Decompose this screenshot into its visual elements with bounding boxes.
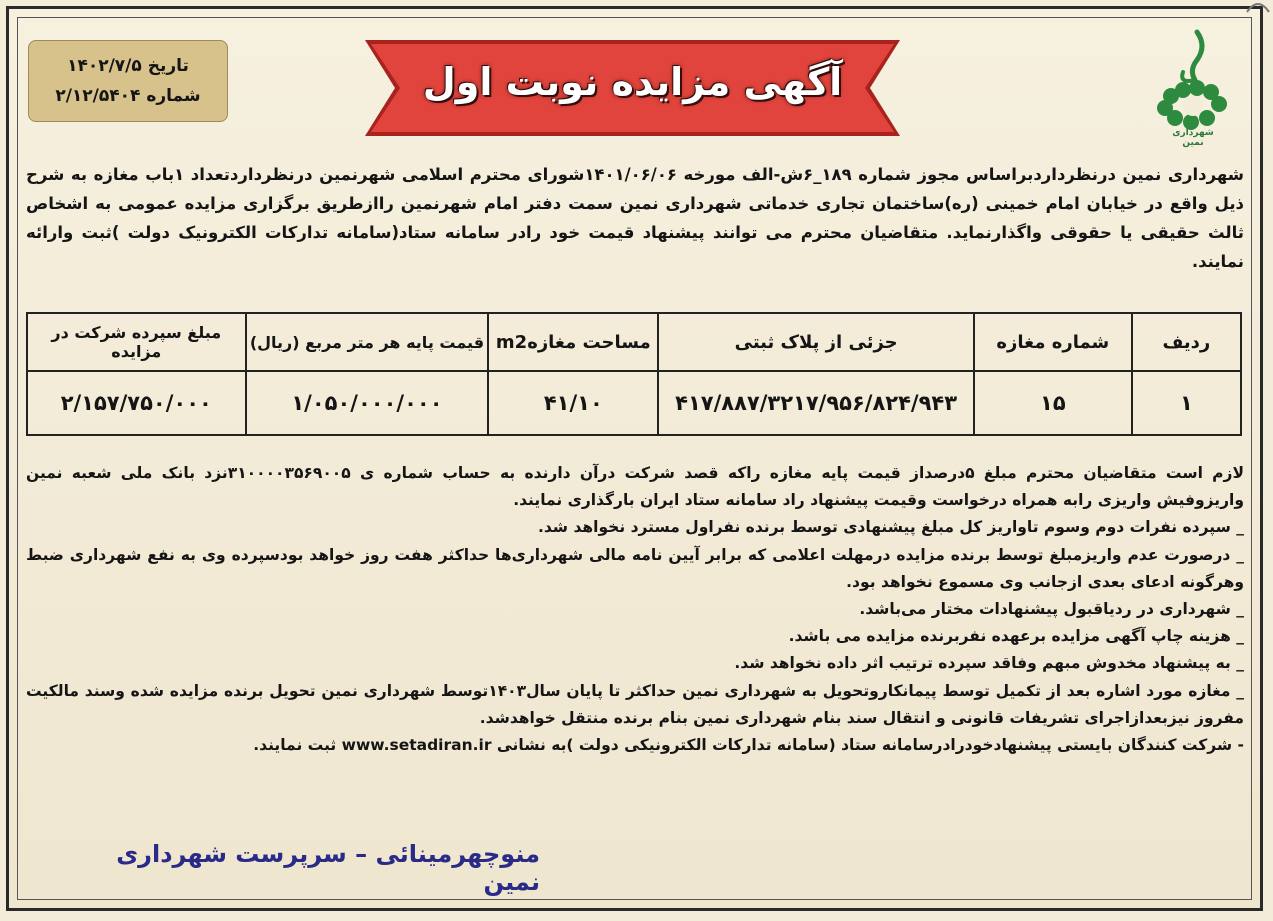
condition-item: _ سپرده نفرات دوم وسوم تاواریز کل مبلغ پیشنهادی توسط برنده نفراول مسترد نخواهد شد. <box>537 518 1244 537</box>
table-header-row <box>27 313 1241 371</box>
condition-item: لازم است متقاضیان محترم مبلغ ۵درصداز قیمت پایه مغازه راکه قصد شرکت درآن دارنده به حساب شماره ی ۳۱۰۰۰۰۳۵۶۹۰۰۵نزد بانک ملی شعبه نمین واریزوفیش واریزی رابه همراه درخواست وقیمت پیشنهاد راد سامانه ستاد ایران بارگذاری نمایند. <box>26 464 1244 510</box>
ad-inner-border <box>17 17 1252 900</box>
condition-item-submission <box>26 732 1244 759</box>
conditions-list <box>26 460 1244 759</box>
col-row-number: ردیف <box>1132 313 1241 371</box>
logo-caption: شهرداری نمین <box>1172 128 1214 148</box>
cell-registration-plate: ۴۱۷/۸۸۷/۳۲۱۷/۹۵۶/۸۲۴/۹۴۳ <box>658 371 974 435</box>
corner-mark-icon <box>1245 0 1271 14</box>
municipality-logo-icon <box>1153 24 1233 134</box>
date-number-box <box>28 40 228 122</box>
condition-item: _ مغازه مورد اشاره بعد از تکمیل توسط پیمانکاروتحویل به شهرداری نمین حداکثر تا پایان سال۱۴۰۳توسط شهرداری نمین تحویل برنده مزایده شده وسند مالکیت مفروز نیزبعدازاجرای تشریفات قانونی و انتقال سند بنام شهرداری نمین بنام برنده منتقل خواهدشد. <box>26 681 1245 727</box>
cell-base-price: ۱/۰۵۰/۰۰۰/۰۰۰ <box>246 371 489 435</box>
auction-table <box>26 312 1242 436</box>
col-registration-plate: جزئی از پلاک ثبتی <box>658 313 974 371</box>
table-row <box>27 371 1241 435</box>
cell-shop-area: ۴۱/۱۰ <box>488 371 658 435</box>
condition-item: _ هزینه چاپ آگهی مزایده برعهده نفربرنده مزایده می باشد. <box>788 627 1244 646</box>
condition-item: _ شهرداری در ردیاقبول پیشنهادات مختار می‌باشد. <box>859 600 1244 619</box>
ad-frame <box>6 6 1263 911</box>
date-label: تاریخ ۱۴۰۲/۷/۵ <box>67 56 189 76</box>
cell-deposit-amount: ۲/۱۵۷/۷۵۰/۰۰۰ <box>27 371 246 435</box>
setadiran-url: www.setadiran.ir <box>341 736 492 755</box>
signature: منوچهرمینائی – سرپرست شهرداری نمین <box>116 840 540 896</box>
ad-title: آگهی مزایده نوبت اول <box>422 60 843 104</box>
cell-shop-number: ۱۵ <box>974 371 1132 435</box>
condition-item: _ درصورت عدم واریزمبلغ توسط برنده مزایده درمهلت اعلامی که برابر آیین نامه مالی شهرداری‌ها حداکثر هفت روز خواهد بودسپرده وی به نفع شهرداری ضبط وهرگونه ادعای بعدی ازجانب وی مسموع نخواهد بود. <box>26 545 1244 591</box>
col-shop-area: مساحت مغازهm2 <box>488 313 658 371</box>
cell-row-number: ۱ <box>1132 371 1241 435</box>
intro-paragraph: شهرداری نمین درنظرداردبراساس مجوز شماره ۱۸۹_۶ش-الف مورخه ۱۴۰۱/۰۶/۰۶شورای محترم اسلامی شهرنمین درنظرداردتعداد ۱باب مغازه به شرح ذیل واقع در خیابان امام خمینی (ره)ساختمان تجاری خدماتی شهرداری نمین سمت دفتر امام شهرنمین راازطریق برگزاری مزایده عمومی به اشخاص ثالث حقیقی یا حقوقی واگذارنماید. متقاضیان محترم می توانند پیشنهاد قیمت خود رادر سامانه ستاد(سامانه تدارکات الکترونیک دولت )ثبت وارائه نمایند. <box>26 165 1244 271</box>
number-label: شماره ۲/۱۲/۵۴۰۴ <box>55 86 201 106</box>
col-base-price: قیمت پایه هر متر مربع (ریال) <box>246 313 489 371</box>
col-deposit-amount: مبلغ سپرده شرکت در مزایده <box>27 313 246 371</box>
submission-text-end: ثبت نمایند. <box>253 736 342 755</box>
submission-text-start: - شرکت کنندگان بایستی پیشنهادخودرادرسامانه ستاد (سامانه تدارکات الکترونیکی دولت )به نشانی <box>491 736 1244 755</box>
condition-item: _ به پیشنهاد مخدوش مبهم وفاقد سپرده ترتیب اثر داده نخواهد شد. <box>734 654 1244 673</box>
col-shop-number: شماره مغازه <box>974 313 1132 371</box>
